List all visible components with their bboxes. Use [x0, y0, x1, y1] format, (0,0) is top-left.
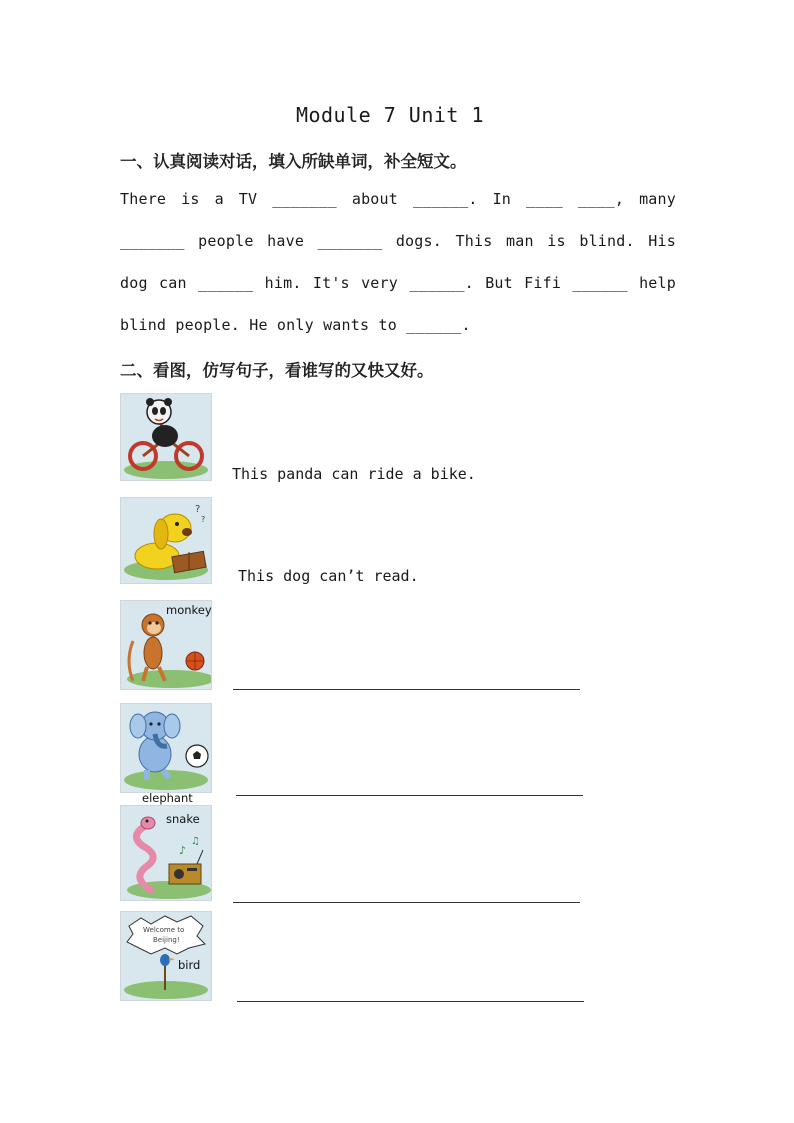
- passage-line-1: There is a TV _______ about ______. In ____ ____, many: [120, 190, 676, 208]
- svg-text:?: ?: [195, 504, 201, 515]
- passage-line-3: dog can ______ him. It's very ______. But Fifi ______ help: [120, 274, 676, 292]
- svg-text:♫: ♫: [191, 836, 200, 847]
- answer-line-monkey[interactable]: [233, 689, 580, 690]
- sign-text-line-2: Beijing!: [153, 936, 180, 944]
- passage-line-2: _______ people have _______ dogs. This man is blind. His: [120, 232, 676, 250]
- page-title: Module 7 Unit 1: [295, 103, 485, 127]
- answer-line-bird[interactable]: [237, 1001, 584, 1002]
- sign-text-line-1: Welcome to: [143, 926, 185, 934]
- elephant-label: elephant: [142, 791, 193, 805]
- example-sentence-1: This panda can ride a bike.: [232, 465, 476, 483]
- section2-heading: 二、看图，仿写句子，看谁写的又快又好。: [120, 361, 434, 380]
- dog-book-picture: [120, 497, 212, 584]
- passage-line-4: blind people. He only wants to ______.: [120, 316, 471, 334]
- answer-line-snake[interactable]: [233, 902, 580, 903]
- snake-label: snake: [166, 812, 200, 826]
- example-sentence-2: This dog can’t read.: [238, 567, 419, 585]
- bird-label: bird: [178, 958, 201, 972]
- monkey-label: monkey: [166, 603, 212, 617]
- svg-text:?: ?: [201, 515, 206, 524]
- svg-text:♪: ♪: [179, 844, 187, 857]
- answer-line-elephant[interactable]: [236, 795, 583, 796]
- elephant-football-picture: [120, 703, 212, 793]
- section1-heading: 一、认真阅读对话，填入所缺单词，补全短文。: [120, 152, 467, 171]
- bird-sign-picture: [120, 911, 212, 1001]
- panda-bike-picture: [120, 393, 212, 481]
